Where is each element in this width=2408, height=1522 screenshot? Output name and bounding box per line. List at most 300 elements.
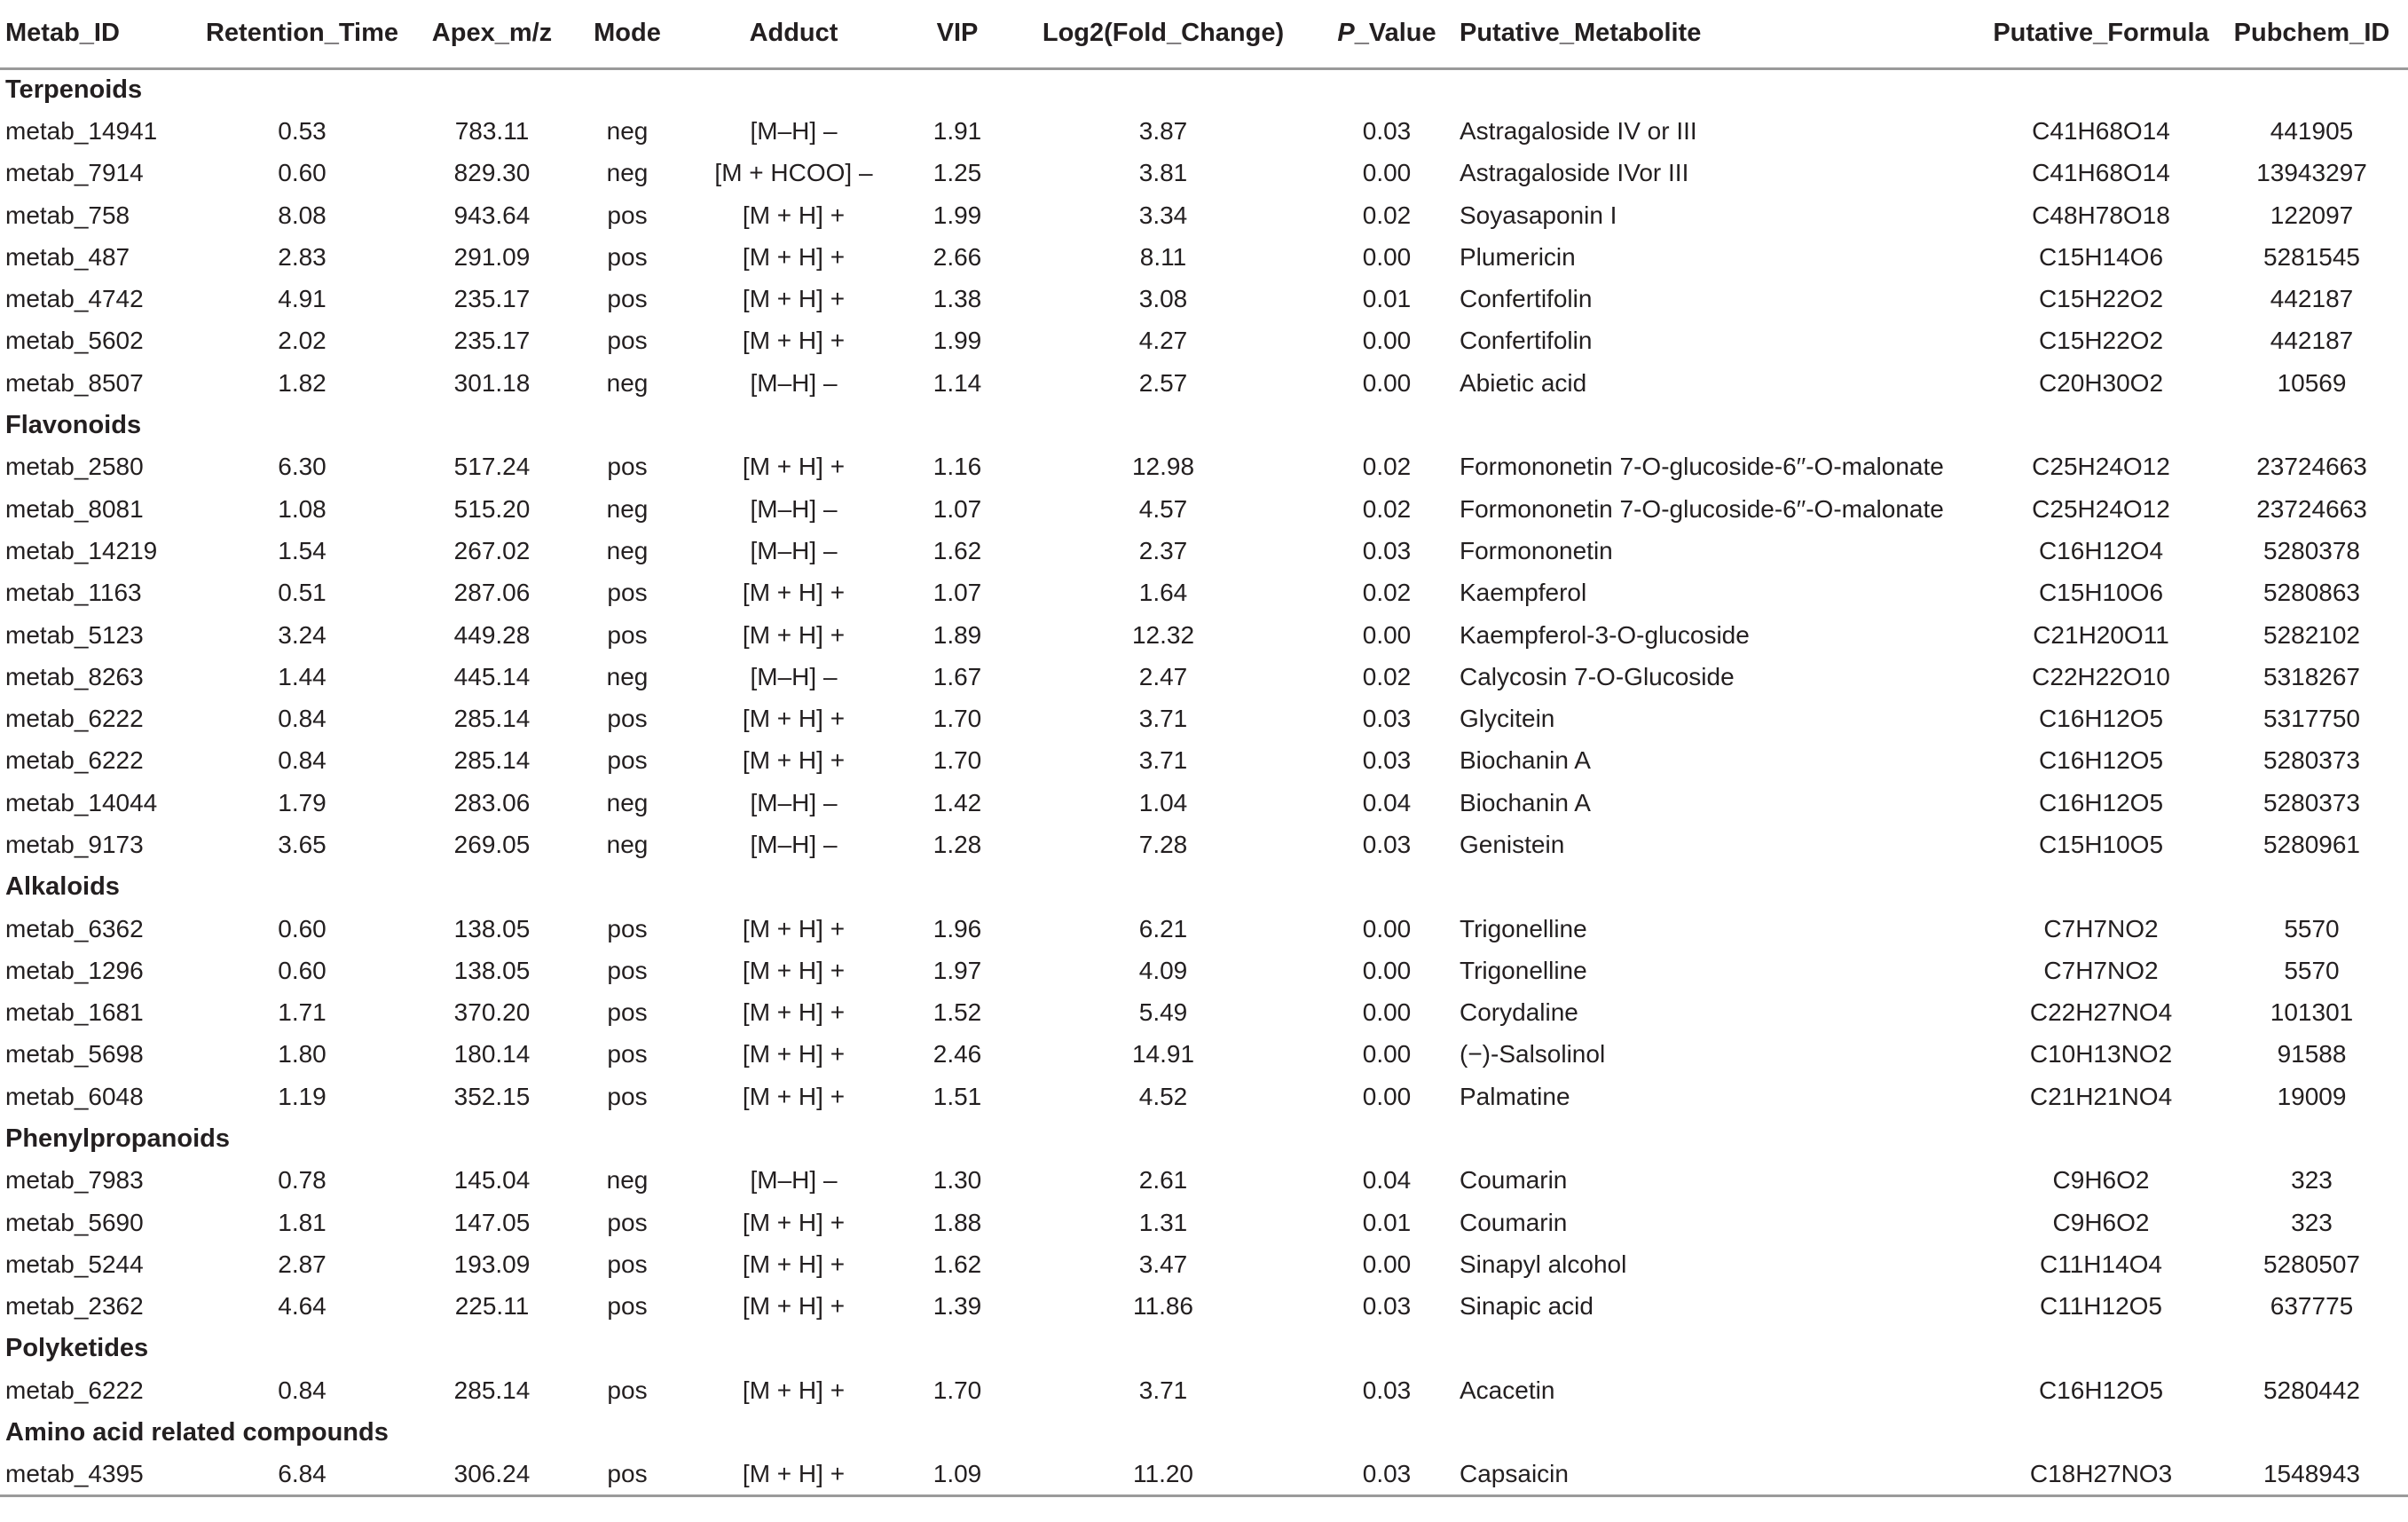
cell-putative-metabolite: Kaempferol [1460,579,1587,607]
cell-retention-time: 1.80 [278,1040,327,1069]
cell-adduct: [M + H] + [742,285,846,313]
group-label: Alkaloids [5,871,120,901]
cell-log2-fold-change: 3.71 [1138,746,1188,775]
cell-mode: neg [606,159,649,187]
cell-apex-mz: 306.24 [414,1454,570,1495]
cell-apex-mz: 449.28 [453,620,531,649]
cell-retention-time: 0.84 [278,705,327,733]
cell-log2-fold-change: 4.27 [1138,327,1188,355]
cell-metab-id: metab_9173 [5,830,144,858]
cell-adduct: [M + H] + [685,1454,902,1495]
cell-vip: 1.99 [933,201,982,229]
cell-retention-time: 1.19 [278,1082,327,1110]
table-row [0,656,2408,698]
cell-putative-formula: C16H12O4 [2038,536,2164,564]
cell-apex-mz: 285.14 [453,1376,531,1404]
cell-vip: 1.07 [933,494,982,523]
cell-adduct: [M–H] – [750,536,838,564]
cell-adduct: [M + H] + [742,914,846,942]
cell-mode: pos [607,579,648,607]
cell-vip: 1.70 [933,746,982,775]
cell-putative-formula: C11H14O4 [2039,1250,2162,1278]
cell-adduct: [M + H] + [742,201,846,229]
group-row [0,1412,2408,1454]
table-row [0,740,2408,782]
cell-vip: 1.25 [933,159,982,187]
cell-log2-fold-change: 4.52 [1138,1082,1188,1110]
cell-putative-metabolite: Astragaloside IV or III [1460,116,1697,145]
cell-metab-id: metab_758 [5,201,130,229]
cell-log2-fold-change: 2.57 [1138,368,1188,397]
cell-vip: 1.07 [933,579,982,607]
cell-mode: pos [607,1082,648,1110]
cell-retention-time: 2.87 [278,1250,327,1278]
cell-pubchem-id: 5280378 [2262,536,2360,564]
cell-putative-formula: C15H14O6 [2038,242,2164,271]
cell-apex-mz: 285.14 [453,705,531,733]
cell-retention-time: 0.84 [278,746,327,775]
cell-apex-mz: 370.20 [453,998,531,1027]
cell-pubchem-id: 323 [2291,1208,2333,1236]
cell-p-value: 0.03 [1362,1376,1412,1404]
cell-putative-formula: C48H78O18 [2032,201,2170,229]
cell-adduct: [M + H] + [742,1376,846,1404]
cell-pubchem-id: 442187 [2270,327,2354,355]
table-row [0,698,2408,739]
cell-p-value: 0.00 [1362,327,1412,355]
cell-pubchem-id: 637775 [2270,1292,2354,1321]
cell-pubchem-id: 5317750 [2262,705,2360,733]
cell-log2-fold-change: 11.20 [1012,1454,1314,1495]
header-apex-mz: Apex_m/z [414,0,570,68]
cell-pubchem-id: 19009 [2277,1082,2347,1110]
table-row [0,320,2408,362]
cell-adduct: [M + H] + [742,327,846,355]
table-row [0,1160,2408,1202]
cell-putative-formula: C22H27NO4 [2029,998,2173,1027]
cell-apex-mz: 145.04 [453,1166,531,1195]
cell-metab-id: metab_5698 [5,1040,144,1069]
cell-retention-time: 2.02 [278,327,327,355]
cell-vip: 1.28 [933,830,982,858]
cell-retention-time: 3.65 [278,830,327,858]
cell-metab-id: metab_6222 [5,1376,144,1404]
table-row [0,362,2408,404]
cell-putative-formula: C7H7NO2 [2043,956,2159,984]
cell-apex-mz: 943.64 [453,201,531,229]
cell-log2-fold-change: 11.86 [1133,1292,1193,1321]
cell-log2-fold-change: 3.87 [1138,116,1188,145]
cell-apex-mz: 287.06 [453,579,531,607]
cell-apex-mz: 445.14 [453,662,531,690]
cell-putative-formula: C20H30O2 [2038,368,2164,397]
cell-metab-id: metab_487 [5,242,130,271]
cell-putative-formula: C18H27NO3 [1987,1454,2215,1495]
cell-pubchem-id: 23724663 [2256,453,2367,481]
cell-pubchem-id: 323 [2291,1166,2333,1195]
table-row [0,992,2408,1034]
cell-retention-time: 4.64 [278,1292,327,1321]
cell-putative-formula: C15H10O6 [2038,579,2164,607]
cell-log2-fold-change: 3.81 [1138,159,1188,187]
group-row [0,1117,2408,1159]
cell-mode: neg [606,536,649,564]
table-row [0,488,2408,530]
cell-pubchem-id: 91588 [2277,1040,2347,1069]
cell-p-value: 0.00 [1362,1250,1412,1278]
cell-log2-fold-change: 7.28 [1138,830,1188,858]
cell-apex-mz: 301.18 [453,368,531,397]
cell-putative-formula: C21H20O11 [2033,620,2169,649]
cell-metab-id: metab_14219 [5,536,158,564]
cell-p-value: 0.04 [1362,788,1412,816]
header-putative-formula: Putative_Formula [1987,0,2215,68]
cell-metab-id: metab_5690 [5,1208,144,1236]
cell-pubchem-id: 23724663 [2256,494,2367,523]
cell-mode: neg [606,788,649,816]
cell-vip: 1.62 [933,536,982,564]
cell-apex-mz: 283.06 [453,788,531,816]
cell-vip: 2.46 [933,1040,982,1069]
header-retention-time: Retention_Time [190,0,414,68]
cell-vip: 1.09 [902,1454,1012,1495]
cell-apex-mz: 517.24 [453,453,531,481]
cell-apex-mz: 515.20 [453,494,531,523]
table-row [0,153,2408,194]
group-label: Flavonoids [5,410,142,439]
cell-putative-formula: C9H6O2 [2052,1208,2150,1236]
cell-apex-mz: 138.05 [453,956,531,984]
group-label: Terpenoids [5,75,143,104]
cell-log2-fold-change: 3.71 [1138,1376,1188,1404]
cell-putative-metabolite: Confertifolin [1460,327,1593,355]
cell-metab-id: metab_6048 [5,1082,144,1110]
group-label: Polyketides [5,1334,149,1363]
cell-adduct: [M + H] + [742,242,846,271]
cell-adduct: [M + H] + [742,705,846,733]
cell-adduct: [M + H] + [742,1082,846,1110]
cell-retention-time: 1.81 [278,1208,327,1236]
cell-log2-fold-change: 12.98 [1131,453,1195,481]
cell-putative-metabolite: Sinapyl alcohol [1460,1250,1627,1278]
table-row [0,446,2408,488]
table-row [0,950,2408,991]
cell-pubchem-id: 122097 [2270,201,2354,229]
cell-vip: 1.99 [933,327,982,355]
cell-retention-time: 1.08 [278,494,327,523]
cell-vip: 1.70 [933,1376,982,1404]
cell-p-value: 0.03 [1314,1454,1460,1495]
cell-p-value: 0.00 [1362,914,1412,942]
cell-pubchem-id: 101301 [2270,998,2354,1027]
cell-p-value: 0.03 [1362,705,1412,733]
cell-putative-metabolite: Corydaline [1460,998,1578,1027]
cell-mode: pos [607,201,648,229]
cell-metab-id: metab_6222 [5,746,144,775]
cell-log2-fold-change: 1.31 [1138,1208,1188,1236]
cell-adduct: [M–H] – [750,830,838,858]
group-row [0,1328,2408,1369]
cell-log2-fold-change: 6.21 [1138,914,1188,942]
cell-metab-id: metab_4395 [0,1454,190,1495]
cell-putative-metabolite: Palmatine [1460,1082,1570,1110]
cell-putative-formula: C25H24O12 [2032,453,2170,481]
cell-putative-formula: C21H21NO4 [2029,1082,2173,1110]
cell-mode: neg [606,1166,649,1195]
cell-p-value: 0.00 [1362,368,1412,397]
cell-pubchem-id: 5570 [2284,956,2340,984]
table-row [0,530,2408,572]
cell-vip: 1.67 [933,662,982,690]
cell-pubchem-id: 13943297 [2256,159,2367,187]
cell-putative-formula: C16H12O5 [2038,705,2164,733]
cell-putative-metabolite: Astragaloside IVor III [1460,159,1689,187]
header-log2-fold-change: Log2(Fold_Change) [1012,0,1314,68]
table-row [0,1286,2408,1328]
cell-adduct: [M + HCOO] – [714,159,873,187]
table-row [0,1202,2408,1243]
cell-pubchem-id: 5318267 [2262,662,2360,690]
cell-retention-time: 4.91 [278,285,327,313]
cell-metab-id: metab_6222 [5,705,144,733]
cell-putative-formula: C10H13NO2 [2029,1040,2173,1069]
cell-apex-mz: 147.05 [453,1208,531,1236]
group-row [0,68,2408,110]
cell-putative-formula: C16H12O5 [2038,788,2164,816]
cell-apex-mz: 225.11 [454,1292,530,1321]
cell-mode: pos [570,1454,685,1495]
cell-putative-metabolite: Acacetin [1460,1376,1555,1404]
table-row [0,824,2408,865]
cell-vip: 1.30 [933,1166,982,1195]
cell-pubchem-id: 5280961 [2262,830,2360,858]
cell-pubchem-id: 5280507 [2262,1250,2360,1278]
cell-retention-time: 0.60 [278,914,327,942]
cell-putative-metabolite: Calycosin 7-O-Glucoside [1460,662,1735,690]
cell-p-value: 0.00 [1362,1040,1412,1069]
cell-log2-fold-change: 3.08 [1138,285,1188,313]
header-putative-metabolite: Putative_Metabolite [1460,0,1987,68]
cell-mode: pos [607,1292,648,1321]
cell-log2-fold-change: 1.64 [1138,579,1188,607]
table-row [0,908,2408,950]
cell-putative-formula: C41H68O14 [2032,116,2170,145]
group-row [0,404,2408,446]
cell-adduct: [M–H] – [750,368,838,397]
cell-putative-metabolite: Glycitein [1460,705,1555,733]
cell-putative-metabolite: Soyasaponin I [1460,201,1617,229]
cell-p-value: 0.03 [1362,746,1412,775]
cell-p-value: 0.02 [1362,201,1412,229]
cell-putative-metabolite: Trigonelline [1460,956,1587,984]
cell-adduct: [M–H] – [750,662,838,690]
cell-retention-time: 0.60 [278,956,327,984]
group-row [0,866,2408,908]
cell-apex-mz: 267.02 [453,536,531,564]
cell-p-value: 0.02 [1362,662,1412,690]
cell-mode: pos [607,453,648,481]
cell-putative-metabolite: Formononetin 7-O-glucoside-6′′-O-malonate [1460,494,1944,523]
cell-pubchem-id: 5280373 [2262,788,2360,816]
table-row [0,572,2408,614]
cell-adduct: [M + H] + [742,579,846,607]
cell-p-value: 0.00 [1362,956,1412,984]
cell-vip: 1.38 [933,285,982,313]
cell-adduct: [M + H] + [742,453,846,481]
cell-putative-metabolite: Coumarin [1460,1208,1568,1236]
cell-vip: 1.14 [933,368,982,397]
cell-p-value: 0.01 [1362,1208,1412,1236]
cell-apex-mz: 138.05 [453,914,531,942]
cell-metab-id: metab_4742 [5,285,144,313]
cell-retention-time: 1.79 [278,788,327,816]
cell-pubchem-id: 5280373 [2262,746,2360,775]
cell-putative-metabolite: Genistein [1460,830,1565,858]
cell-retention-time: 0.51 [278,579,327,607]
cell-putative-metabolite: Plumericin [1460,242,1576,271]
cell-p-value: 0.02 [1362,494,1412,523]
table-row [0,782,2408,824]
cell-p-value: 0.03 [1362,116,1412,145]
cell-pubchem-id: 5281545 [2262,242,2360,271]
cell-mode: pos [607,956,648,984]
cell-vip: 1.91 [933,116,982,145]
cell-log2-fold-change: 14.91 [1131,1040,1195,1069]
cell-metab-id: metab_1681 [5,998,144,1027]
cell-mode: pos [607,914,648,942]
cell-pubchem-id: 5570 [2284,914,2340,942]
cell-apex-mz: 829.30 [453,159,531,187]
header-metab-id: Metab_ID [0,0,190,68]
cell-mode: neg [606,368,649,397]
cell-mode: neg [606,116,649,145]
cell-putative-formula: C25H24O12 [2032,494,2170,523]
cell-adduct: [M + H] + [742,620,846,649]
cell-log2-fold-change: 4.57 [1138,494,1188,523]
cell-p-value: 0.00 [1362,242,1412,271]
cell-log2-fold-change: 2.61 [1138,1166,1188,1195]
cell-mode: neg [606,494,649,523]
cell-metab-id: metab_1296 [5,956,144,984]
cell-retention-time: 0.60 [278,159,327,187]
cell-adduct: [M + H] + [742,746,846,775]
table-row [0,614,2408,656]
cell-vip: 1.52 [933,998,982,1027]
cell-p-value: 0.00 [1362,620,1412,649]
cell-metab-id: metab_5123 [5,620,144,649]
cell-apex-mz: 352.15 [453,1082,531,1110]
cell-putative-formula: C16H12O5 [2038,746,2164,775]
cell-p-value: 0.02 [1362,453,1412,481]
cell-p-value: 0.02 [1362,579,1412,607]
cell-apex-mz: 235.17 [453,327,531,355]
table-row [0,278,2408,319]
cell-adduct: [M + H] + [742,998,846,1027]
cell-putative-metabolite: Biochanin A [1460,746,1591,775]
cell-apex-mz: 235.17 [453,285,531,313]
cell-mode: pos [607,242,648,271]
header-adduct: Adduct [685,0,902,68]
cell-putative-metabolite: Trigonelline [1460,914,1587,942]
cell-putative-formula: C22H22O10 [2032,662,2170,690]
cell-vip: 1.62 [933,1250,982,1278]
cell-vip: 1.51 [933,1082,982,1110]
cell-pubchem-id: 442187 [2270,285,2354,313]
cell-pubchem-id: 10569 [2277,368,2347,397]
cell-putative-metabolite: Biochanin A [1460,788,1591,816]
cell-pubchem-id: 5282102 [2262,620,2360,649]
cell-vip: 2.66 [933,242,982,271]
cell-metab-id: metab_8081 [5,494,144,523]
cell-retention-time: 0.84 [278,1376,327,1404]
cell-retention-time: 1.82 [278,368,327,397]
cell-putative-formula: C9H6O2 [2052,1166,2150,1195]
cell-putative-formula: C16H12O5 [2038,1376,2164,1404]
cell-adduct: [M + H] + [742,956,846,984]
cell-log2-fold-change: 5.49 [1138,998,1188,1027]
cell-putative-formula: C15H22O2 [2038,327,2164,355]
cell-vip: 1.88 [933,1208,982,1236]
cell-retention-time: 1.44 [278,662,327,690]
table-row [0,236,2408,278]
cell-retention-time: 8.08 [278,201,327,229]
cell-metab-id: metab_6362 [5,914,144,942]
header-mode: Mode [570,0,685,68]
cell-adduct: [M + H] + [742,1208,846,1236]
cell-metab-id: metab_8507 [5,368,144,397]
table-row [0,1369,2408,1411]
cell-pubchem-id: 5280863 [2262,579,2360,607]
cell-mode: pos [607,1376,648,1404]
cell-retention-time: 6.84 [190,1454,414,1495]
cell-mode: pos [607,1250,648,1278]
cell-mode: pos [607,1208,648,1236]
cell-metab-id: metab_7914 [5,159,144,187]
header-vip: VIP [902,0,1012,68]
header-p-value-italic: P [1337,19,1355,48]
cell-metab-id: metab_7983 [5,1166,144,1195]
cell-retention-time: 1.54 [278,536,327,564]
cell-metab-id: metab_14044 [5,788,158,816]
cell-adduct: [M–H] – [750,116,838,145]
cell-putative-metabolite: Kaempferol-3-O-glucoside [1460,620,1750,649]
cell-adduct: [M–H] – [750,1166,838,1195]
cell-mode: neg [606,662,649,690]
group-label: Phenylpropanoids [5,1124,230,1153]
cell-vip: 1.16 [933,453,982,481]
cell-pubchem-id: 1548943 [2215,1454,2408,1495]
cell-apex-mz: 193.09 [453,1250,531,1278]
header-p-value [1314,0,1460,68]
cell-vip: 1.89 [933,620,982,649]
cell-metab-id: metab_8263 [5,662,144,690]
cell-apex-mz: 291.09 [453,242,531,271]
cell-vip: 1.39 [933,1292,982,1321]
cell-vip: 1.97 [933,956,982,984]
cell-vip: 1.70 [933,705,982,733]
cell-mode: pos [607,746,648,775]
cell-mode: neg [606,830,649,858]
cell-apex-mz: 180.14 [453,1040,531,1069]
cell-p-value: 0.03 [1362,536,1412,564]
header-row [0,0,2408,68]
cell-log2-fold-change: 2.47 [1138,662,1188,690]
cell-mode: pos [607,327,648,355]
cell-p-value: 0.03 [1362,1292,1412,1321]
cell-retention-time: 3.24 [278,620,327,649]
cell-metab-id: metab_5244 [5,1250,144,1278]
cell-putative-metabolite: Abietic acid [1460,368,1587,397]
